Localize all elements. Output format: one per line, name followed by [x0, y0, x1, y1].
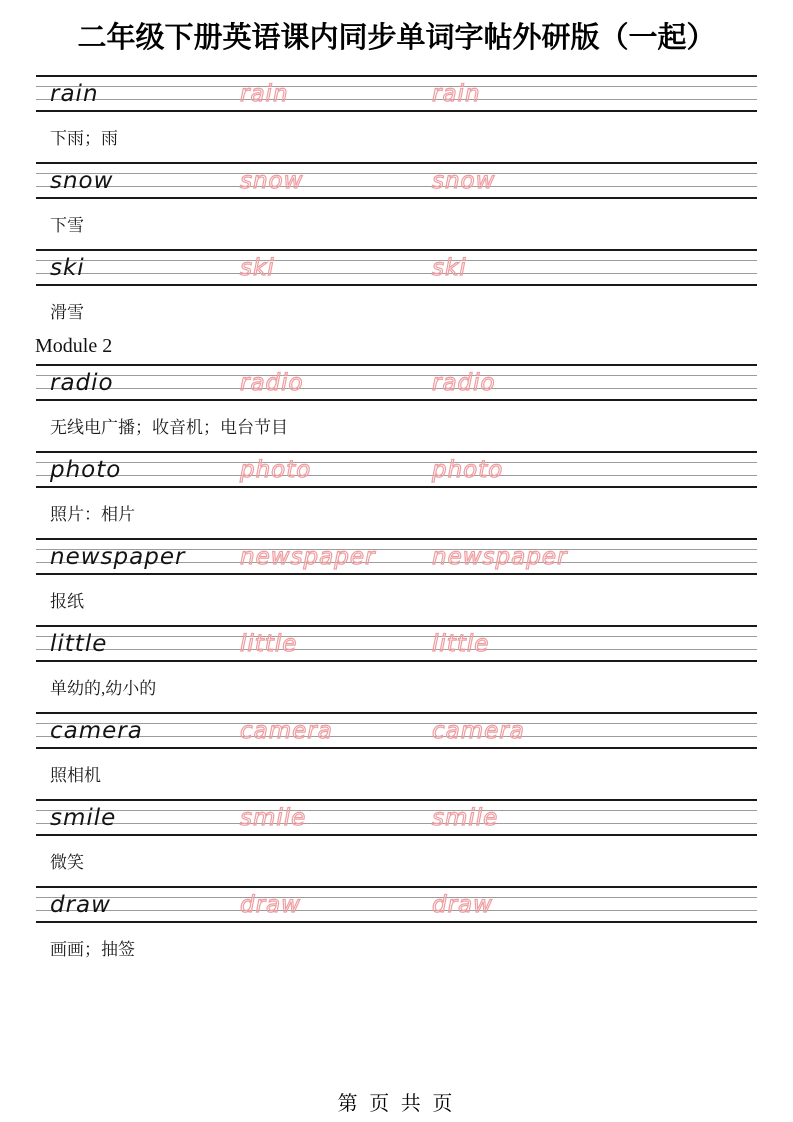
guide-line-bottom: [36, 284, 757, 286]
guide-line-lower-middle: [36, 99, 757, 100]
guide-line-lower-middle: [36, 388, 757, 389]
guide-line-upper-middle: [36, 375, 757, 376]
guide-line-bottom: [36, 747, 757, 749]
writing-guide: [36, 886, 757, 923]
guide-line-lower-middle: [36, 273, 757, 274]
word-meaning: 报纸: [50, 592, 84, 611]
guide-line-upper-middle: [36, 86, 757, 87]
guide-line-bottom: [36, 110, 757, 112]
guide-line-lower-middle: [36, 736, 757, 737]
word-trace-copy-1: rain: [240, 81, 289, 107]
word-meaning: 画画；抽签: [50, 940, 135, 959]
word-row: [0, 249, 793, 323]
word-printed: smile: [50, 805, 117, 831]
guide-line-lower-middle: [36, 823, 757, 824]
word-meaning: 滑雪: [50, 303, 84, 322]
word-row: [0, 625, 793, 699]
word-trace-copy-2: newspaper: [432, 544, 568, 570]
guide-line-top: [36, 249, 757, 251]
word-printed: radio: [50, 370, 114, 396]
word-printed: snow: [50, 168, 114, 194]
word-trace-copy-2: photo: [432, 457, 504, 483]
guide-line-upper-middle: [36, 723, 757, 724]
word-trace-copy-2: rain: [432, 81, 481, 107]
word-row: [0, 364, 793, 438]
guide-line-bottom: [36, 921, 757, 923]
writing-guide: [36, 364, 757, 401]
word-trace-copy-1: little: [240, 631, 298, 657]
page-footer: 第 页 共 页: [337, 1093, 456, 1115]
guide-line-bottom: [36, 399, 757, 401]
word-trace-copy-1: smile: [240, 805, 307, 831]
word-printed: draw: [50, 892, 111, 918]
guide-line-lower-middle: [36, 186, 757, 187]
word-meaning: 下雪: [50, 216, 84, 235]
module-label: Module 2: [35, 335, 113, 357]
guide-line-lower-middle: [36, 649, 757, 650]
writing-guide: [36, 249, 757, 286]
word-trace-copy-2: camera: [432, 718, 525, 744]
guide-line-bottom: [36, 197, 757, 199]
word-printed: little: [50, 631, 108, 657]
guide-line-bottom: [36, 486, 757, 488]
word-trace-copy-1: ski: [240, 255, 275, 281]
word-trace-copy-2: draw: [432, 892, 493, 918]
writing-guide: [36, 538, 757, 575]
guide-line-top: [36, 625, 757, 627]
writing-guide: [36, 712, 757, 749]
word-trace-copy-1: photo: [240, 457, 312, 483]
guide-line-top: [36, 162, 757, 164]
word-trace-copy-2: snow: [432, 168, 496, 194]
word-row: [0, 886, 793, 960]
word-printed: camera: [50, 718, 143, 744]
word-trace-copy-2: little: [432, 631, 490, 657]
word-trace-copy-1: snow: [240, 168, 304, 194]
word-printed: photo: [50, 457, 122, 483]
word-meaning: 单幼的,幼小的: [50, 679, 157, 698]
word-meaning: 照相机: [50, 766, 101, 785]
guide-line-upper-middle: [36, 173, 757, 174]
word-row: [0, 75, 793, 149]
guide-line-upper-middle: [36, 462, 757, 463]
guide-line-top: [36, 364, 757, 366]
word-row: [0, 538, 793, 612]
word-trace-copy-1: radio: [240, 370, 304, 396]
writing-guide: [36, 162, 757, 199]
writing-guide: [36, 451, 757, 488]
word-row: [0, 712, 793, 786]
word-meaning: 下雨；雨: [50, 129, 118, 148]
page-title: 二年级下册英语课内同步单词字帖外研版（一起）: [77, 22, 716, 54]
word-trace-copy-2: smile: [432, 805, 499, 831]
writing-guide: [36, 75, 757, 112]
guide-line-upper-middle: [36, 260, 757, 261]
word-trace-copy-1: camera: [240, 718, 333, 744]
guide-line-upper-middle: [36, 636, 757, 637]
guide-line-top: [36, 712, 757, 714]
word-row: [0, 162, 793, 236]
guide-line-bottom: [36, 660, 757, 662]
word-printed: rain: [50, 81, 99, 107]
guide-line-top: [36, 75, 757, 77]
word-trace-copy-2: ski: [432, 255, 467, 281]
word-meaning: 照片：相片: [50, 505, 135, 524]
guide-line-top: [36, 886, 757, 888]
guide-line-top: [36, 451, 757, 453]
word-meaning: 微笑: [50, 853, 84, 872]
word-trace-copy-1: draw: [240, 892, 301, 918]
guide-line-bottom: [36, 834, 757, 836]
guide-line-upper-middle: [36, 897, 757, 898]
guide-line-lower-middle: [36, 475, 757, 476]
guide-line-top: [36, 799, 757, 801]
writing-guide: [36, 625, 757, 662]
word-trace-copy-2: radio: [432, 370, 496, 396]
word-list: [0, 75, 793, 960]
word-row: [0, 799, 793, 873]
guide-line-upper-middle: [36, 810, 757, 811]
word-trace-copy-1: newspaper: [240, 544, 376, 570]
word-printed: newspaper: [50, 544, 186, 570]
word-printed: ski: [50, 255, 85, 281]
word-row: [0, 451, 793, 525]
guide-line-lower-middle: [36, 910, 757, 911]
word-meaning: 无线电广播；收音机；电台节目: [50, 418, 288, 437]
writing-guide: [36, 799, 757, 836]
